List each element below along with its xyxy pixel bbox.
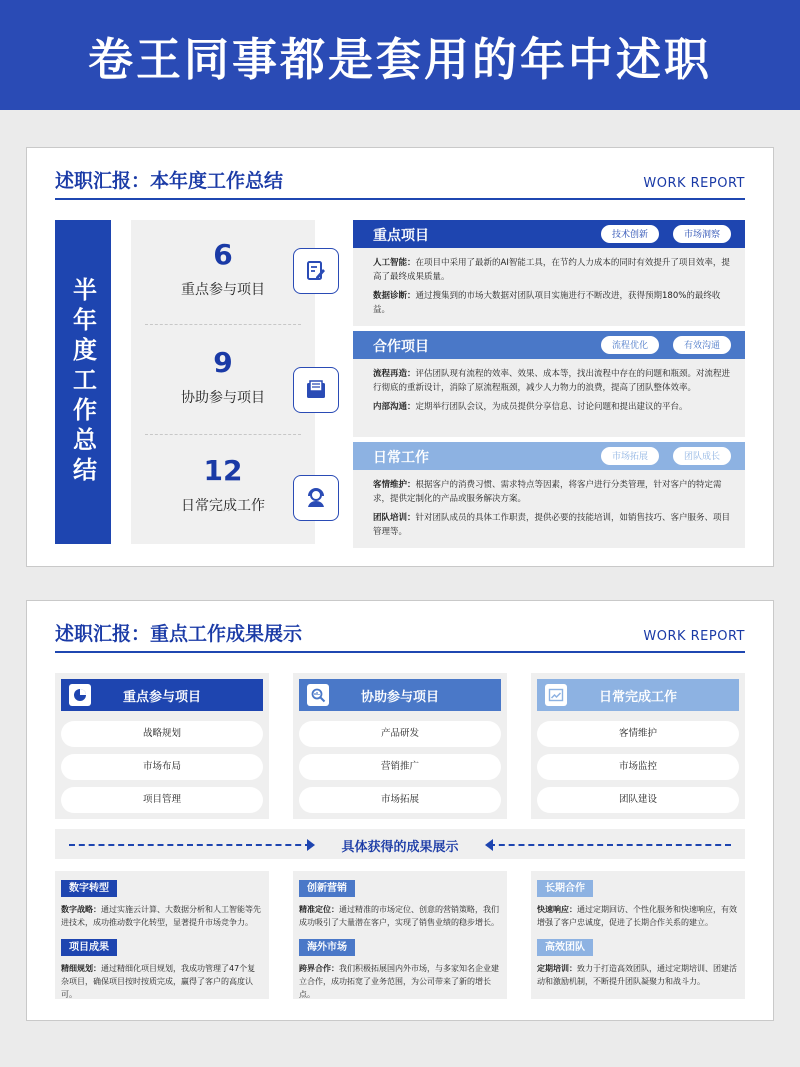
panel-header <box>353 442 745 470</box>
folder-document-icon <box>293 367 339 413</box>
stat-label: 日常完成工作 <box>181 498 265 514</box>
list-item: 客情维护 <box>537 721 739 747</box>
section-header <box>55 166 745 200</box>
result-box <box>293 871 507 999</box>
list-item: 市场拓展 <box>299 787 501 813</box>
results-title: 具体获得的成果展示 <box>341 840 459 855</box>
list-item: 战略规划 <box>61 721 263 747</box>
list-item: 项目管理 <box>61 787 263 813</box>
result-tag: 长期合作 <box>537 880 593 897</box>
stat-number: 9 <box>213 346 233 379</box>
side-label: 半年度工作总结 <box>55 220 111 544</box>
header-banner <box>0 0 800 110</box>
project-panel-cooperation <box>353 331 745 437</box>
panel-title: 合作项目 <box>373 339 429 355</box>
result-text: 精准定位：通过精准的市场定位、创意的营销策略，我们成功吸引了大量潜在客户，实现了销售业绩的稳步增长。 <box>299 905 499 927</box>
column-assist-projects <box>293 673 507 819</box>
edit-document-icon <box>293 248 339 294</box>
result-text: 数字战略：通过实施云计算、大数据分析和人工智能等先进技术，成功推动数字化转型，显著提升市场竞争力。 <box>61 905 261 927</box>
result-tag: 海外市场 <box>299 939 355 956</box>
stat-assist-projects <box>131 328 315 436</box>
section-header <box>55 619 745 653</box>
achievements-card <box>26 600 774 1021</box>
column-header <box>61 679 263 711</box>
tag-pill: 有效沟通 <box>673 336 731 354</box>
stat-daily-work <box>131 436 315 544</box>
project-panel-key <box>353 220 745 326</box>
panel-header <box>353 220 745 248</box>
list-item: 产品研发 <box>299 721 501 747</box>
results-header-bar <box>55 829 745 859</box>
result-tag: 高效团队 <box>537 939 593 956</box>
tag-pill: 市场洞察 <box>673 225 731 243</box>
page-title: 卷王同事都是套用的年中述职 <box>87 32 712 86</box>
panel-body: 客情维护：根据客户的消费习惯、需求特点等因素，将客户进行分类管理，针对客户的特定需求，提供定制化的产品或服务解决方案。 团队培训：针对团队成员的具体工作职责，提供必要的技能培训，如销售技巧、客户服务、项目管理等。 <box>373 480 731 537</box>
stat-label: 重点参与项目 <box>181 282 265 298</box>
result-text: 定期培训：致力于打造高效团队，通过定期培训、团建活动和激励机制，不断提升团队凝聚力和战斗力。 <box>537 964 737 986</box>
section-title: 述职汇报：本年度工作总结 <box>55 170 284 192</box>
customer-service-icon <box>293 475 339 521</box>
annual-summary-card <box>26 147 774 567</box>
divider <box>145 434 301 435</box>
panel-header <box>353 331 745 359</box>
stat-number: 12 <box>203 454 243 487</box>
tag-pill: 技术创新 <box>601 225 659 243</box>
result-tag: 创新营销 <box>299 880 355 897</box>
result-tag: 数字转型 <box>61 880 117 897</box>
column-header <box>299 679 501 711</box>
dashed-line <box>489 844 731 846</box>
tag-pill: 团队成长 <box>673 447 731 465</box>
pie-chart-icon <box>69 684 91 706</box>
list-item: 团队建设 <box>537 787 739 813</box>
result-box <box>531 871 745 999</box>
section-title: 述职汇报：重点工作成果展示 <box>55 623 303 645</box>
line-chart-icon <box>545 684 567 706</box>
stat-number: 6 <box>213 238 233 271</box>
stats-column <box>131 220 315 544</box>
column-title: 重点参与项目 <box>122 689 201 705</box>
tag-pill: 市场拓展 <box>601 447 659 465</box>
work-report-tag: WORK REPORT <box>643 176 745 191</box>
list-item: 市场监控 <box>537 754 739 780</box>
column-title: 协助参与项目 <box>360 689 439 705</box>
list-item: 市场布局 <box>61 754 263 780</box>
column-key-projects <box>55 673 269 819</box>
list-item: 营销推广 <box>299 754 501 780</box>
stat-label: 协助参与项目 <box>181 390 265 406</box>
panel-title: 日常工作 <box>373 450 429 466</box>
panel-body: 人工智能：在项目中采用了最新的AI智能工具，在节约人力成本的同时有效提升了项目效率，提高了最终成果质量。 数据诊断：通过搜集到的市场大数据对团队项目实施进行不断改进，获得预期180%的最终收益。 <box>373 258 730 315</box>
panel-title: 重点项目 <box>373 228 429 244</box>
divider <box>145 324 301 325</box>
stat-key-projects <box>131 220 315 328</box>
work-report-tag: WORK REPORT <box>643 629 745 644</box>
result-text: 跨界合作：我们积极拓展国内外市场，与多家知名企业建立合作，成功拓宽了业务范围，为公司带来了新的增长点。 <box>299 964 499 999</box>
magnifier-chart-icon <box>307 684 329 706</box>
result-text: 精细规划：通过精细化项目规划，我成功管理了47个复杂项目，确保项目按时按质完成，赢得了客户的高度认可。 <box>61 964 256 999</box>
result-text: 快速响应：通过定期回访、个性化服务和快速响应，有效增强了客户忠诚度，促进了长期合作关系的建立。 <box>537 905 737 927</box>
tag-pill: 流程优化 <box>601 336 659 354</box>
project-panel-daily <box>353 442 745 548</box>
result-tag: 项目成果 <box>61 939 117 956</box>
column-header <box>537 679 739 711</box>
panel-body: 流程再造：评估团队现有流程的效率、效果、成本等，找出流程中存在的问题和瓶颈。对流程进行彻底的重新设计，消除了原流程瓶颈，减少人力物力的浪费，提高了团队整体效率。 内部沟通：定期举行团队会议，为成员提供分享信息、讨论问题和提出建议的平台。 <box>373 369 731 412</box>
result-box <box>55 871 269 999</box>
column-title: 日常完成工作 <box>598 689 677 705</box>
column-daily-work <box>531 673 745 819</box>
